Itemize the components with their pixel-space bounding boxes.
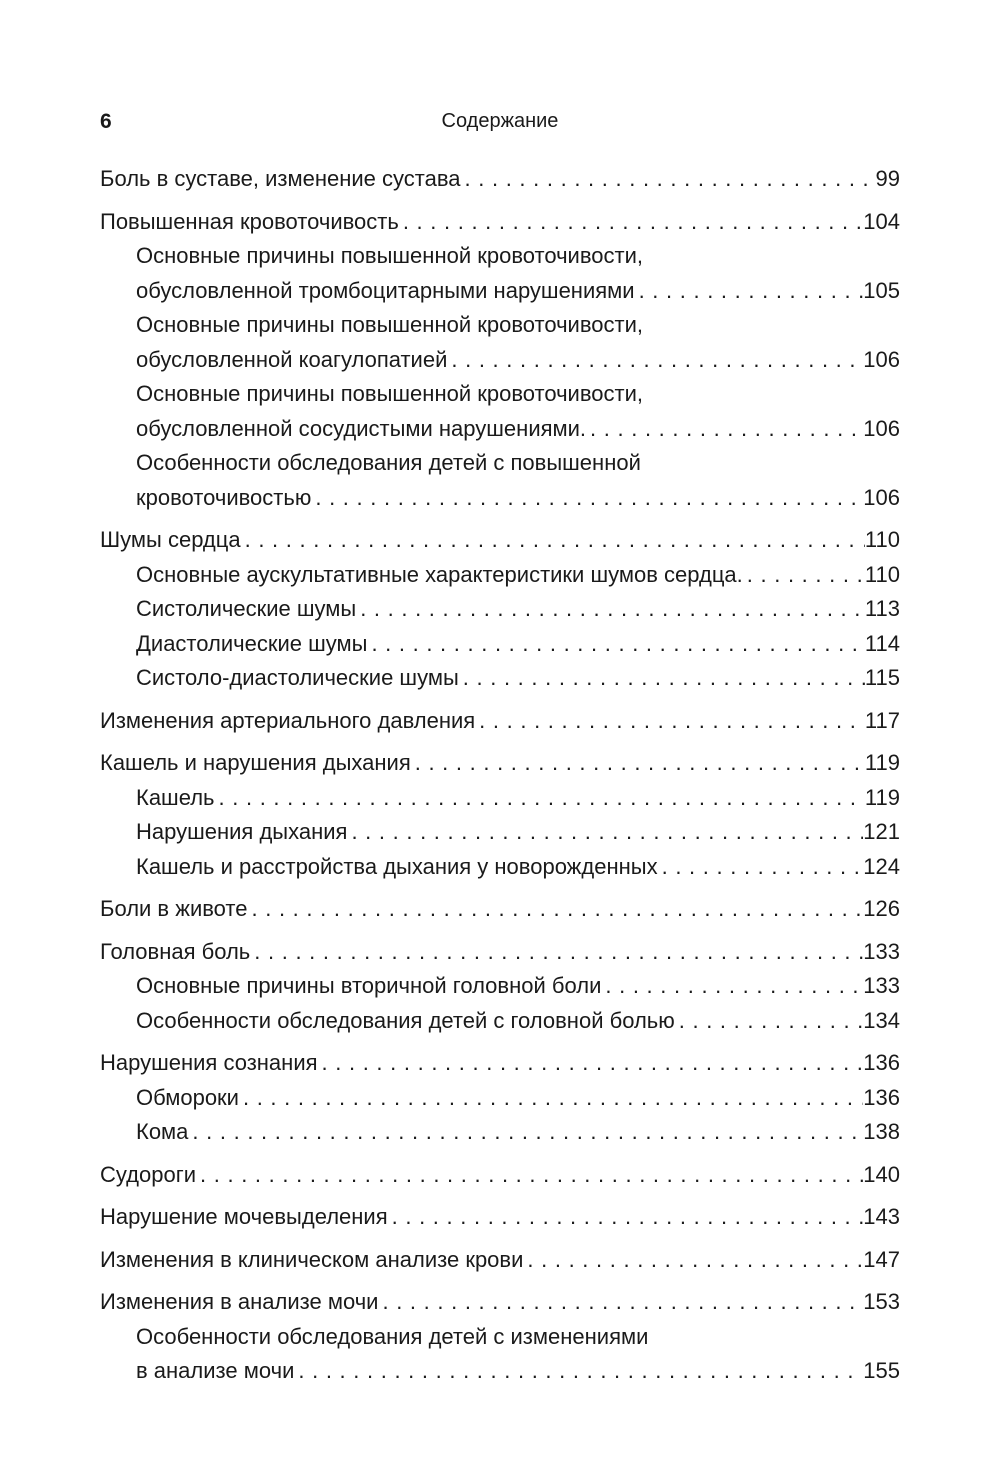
toc-entry[interactable] xyxy=(100,592,900,627)
toc-page-number: 119 xyxy=(864,750,900,775)
toc-entry[interactable] xyxy=(100,1320,900,1389)
toc-page-number: 124 xyxy=(863,853,900,879)
toc-entry-title: Изменения артериального давления xyxy=(100,707,476,733)
toc-entry-title: Боли в животе xyxy=(100,896,248,921)
toc-page-number: 106 xyxy=(863,415,900,441)
toc-entry-title: Основные причины повышенной кровоточивости, xyxy=(136,381,643,406)
toc-page-number: 113 xyxy=(864,596,900,621)
toc-entry-title: Особенности обследования детей с повышенной xyxy=(136,450,641,475)
toc-entry-title: Кашель и расстройства дыхания у новорожденных xyxy=(136,853,658,879)
toc-page-number: 119 xyxy=(864,784,900,810)
toc-entry[interactable] xyxy=(100,969,900,1004)
toc-page-number: 155 xyxy=(863,1358,900,1383)
toc-page-number: 140 xyxy=(863,1161,900,1187)
toc-page-number: 121 xyxy=(863,819,900,844)
toc-entry[interactable] xyxy=(100,1243,900,1278)
dot-leader xyxy=(459,661,865,696)
dot-leader xyxy=(743,558,865,593)
toc-entry-title: Систоло-диастолические шумы xyxy=(136,665,459,690)
toc-entry-title: Диастолические шумы xyxy=(136,630,368,656)
table-of-contents xyxy=(100,162,900,1389)
dot-leader xyxy=(215,781,865,816)
toc-page-number: 110 xyxy=(864,561,900,587)
toc-page-number: 138 xyxy=(863,1119,900,1144)
toc-entry-title: Судороги xyxy=(100,1161,197,1187)
toc-entry-title: Основные аускультативные характеристики шумов сердца. xyxy=(136,561,743,587)
toc-page-number: 106 xyxy=(863,484,900,510)
toc-page-number: 133 xyxy=(863,938,900,964)
toc-entry-title: Изменения в анализе мочи xyxy=(100,1289,379,1314)
dot-leader xyxy=(475,704,865,739)
toc-entry[interactable] xyxy=(100,704,900,739)
toc-page-number: 153 xyxy=(863,1289,900,1314)
dot-leader xyxy=(347,815,863,850)
toc-entry[interactable] xyxy=(100,308,900,377)
toc-entry[interactable] xyxy=(100,1200,900,1235)
dot-leader xyxy=(356,592,865,627)
toc-page-number: 136 xyxy=(863,1050,900,1075)
toc-entry-title: Основные причины повышенной кровоточивости, xyxy=(136,243,643,268)
toc-entry-title: кровоточивостью xyxy=(136,484,312,510)
toc-entry-title: в анализе мочи xyxy=(136,1358,295,1383)
toc-entry[interactable] xyxy=(100,661,900,696)
toc-page-number: 134 xyxy=(863,1007,900,1033)
toc-page-number: 114 xyxy=(864,630,900,656)
dot-leader xyxy=(447,343,863,378)
toc-entry[interactable] xyxy=(100,1158,900,1193)
dot-leader xyxy=(461,162,876,197)
dot-leader xyxy=(523,1243,863,1278)
dot-leader xyxy=(294,1354,863,1389)
toc-entry[interactable] xyxy=(100,892,900,927)
toc-page-number: 110 xyxy=(864,527,900,552)
toc-entry-title: обусловленной тромбоцитарными нарушениями xyxy=(136,277,635,303)
toc-entry[interactable] xyxy=(100,239,900,308)
toc-page-number: 105 xyxy=(863,277,900,303)
dot-leader xyxy=(399,205,863,240)
toc-entry-title: Особенности обследования детей с изменениями xyxy=(136,1323,649,1349)
toc-page-number: 126 xyxy=(863,896,900,921)
toc-entry-title: Нарушения дыхания xyxy=(136,819,348,844)
toc-entry[interactable] xyxy=(100,781,900,816)
toc-entry-title: Особенности обследования детей с головной болью xyxy=(136,1007,675,1033)
toc-entry-title: Кашель и нарушения дыхания xyxy=(100,750,411,775)
toc-entry-title: Изменения в клиническом анализе крови xyxy=(100,1246,524,1272)
page-header xyxy=(100,110,900,140)
toc-entry[interactable] xyxy=(100,1004,900,1039)
toc-page-number: 143 xyxy=(863,1204,900,1229)
toc-entry[interactable] xyxy=(100,1285,900,1320)
toc-entry-title: Нарушение мочевыделения xyxy=(100,1204,388,1229)
dot-leader xyxy=(239,1081,863,1116)
toc-entry[interactable] xyxy=(100,1081,900,1116)
toc-entry-title: Кома xyxy=(136,1119,189,1144)
toc-page-number: 115 xyxy=(864,665,900,690)
toc-entry[interactable] xyxy=(100,523,900,558)
dot-leader xyxy=(318,1046,864,1081)
toc-entry[interactable] xyxy=(100,1046,900,1081)
dot-leader xyxy=(250,935,863,970)
dot-leader xyxy=(388,1200,864,1235)
running-title: Содержание xyxy=(441,110,559,132)
toc-entry[interactable] xyxy=(100,746,900,781)
dot-leader xyxy=(378,1285,863,1320)
dot-leader xyxy=(241,523,865,558)
toc-entry-title: Систолические шумы xyxy=(136,596,357,621)
toc-entry-title: Основные причины повышенной кровоточивости, xyxy=(136,312,643,337)
dot-leader xyxy=(248,892,864,927)
toc-page-number: 104 xyxy=(863,208,900,234)
toc-entry-title: Боль в суставе, изменение сустава xyxy=(100,166,461,191)
dot-leader xyxy=(367,627,864,662)
toc-page-number: 147 xyxy=(863,1246,900,1272)
dot-leader xyxy=(311,481,863,516)
toc-entry[interactable] xyxy=(100,935,900,970)
toc-page-number: 136 xyxy=(863,1084,900,1110)
toc-entry[interactable] xyxy=(100,558,900,593)
toc-entry[interactable] xyxy=(100,446,900,515)
toc-entry[interactable] xyxy=(100,162,900,197)
dot-leader xyxy=(188,1115,863,1150)
toc-entry-title: Кашель xyxy=(136,784,215,810)
toc-entry-title: обусловленной коагулопатией xyxy=(136,346,448,372)
dot-leader xyxy=(658,850,864,885)
toc-page-number: 133 xyxy=(863,973,900,998)
toc-page-number: 99 xyxy=(875,166,900,191)
toc-entry-title: Основные причины вторичной головной боли xyxy=(136,973,602,998)
toc-entry[interactable] xyxy=(100,627,900,662)
toc-entry-title: Повышенная кровоточивость xyxy=(100,208,399,234)
toc-entry-title: Обмороки xyxy=(136,1084,239,1110)
page-number: 6 xyxy=(100,110,112,133)
toc-entry-title: Нарушения сознания xyxy=(100,1050,318,1075)
dot-leader xyxy=(196,1158,863,1193)
toc-entry-title: Шумы сердца xyxy=(100,527,241,552)
toc-entry[interactable] xyxy=(100,1115,900,1150)
toc-page-number: 106 xyxy=(863,346,900,372)
dot-leader xyxy=(411,746,865,781)
dot-leader xyxy=(601,969,863,1004)
toc-entry[interactable] xyxy=(100,815,900,850)
dot-leader xyxy=(586,412,863,447)
dot-leader xyxy=(675,1004,864,1039)
toc-entry[interactable] xyxy=(100,377,900,446)
toc-page-number: 117 xyxy=(864,707,900,733)
dot-leader xyxy=(635,274,864,309)
toc-entry[interactable] xyxy=(100,205,900,240)
toc-entry-title: Головная боль xyxy=(100,938,251,964)
toc-entry[interactable] xyxy=(100,850,900,885)
toc-entry-title: обусловленной сосудистыми нарушениями. xyxy=(136,415,587,441)
